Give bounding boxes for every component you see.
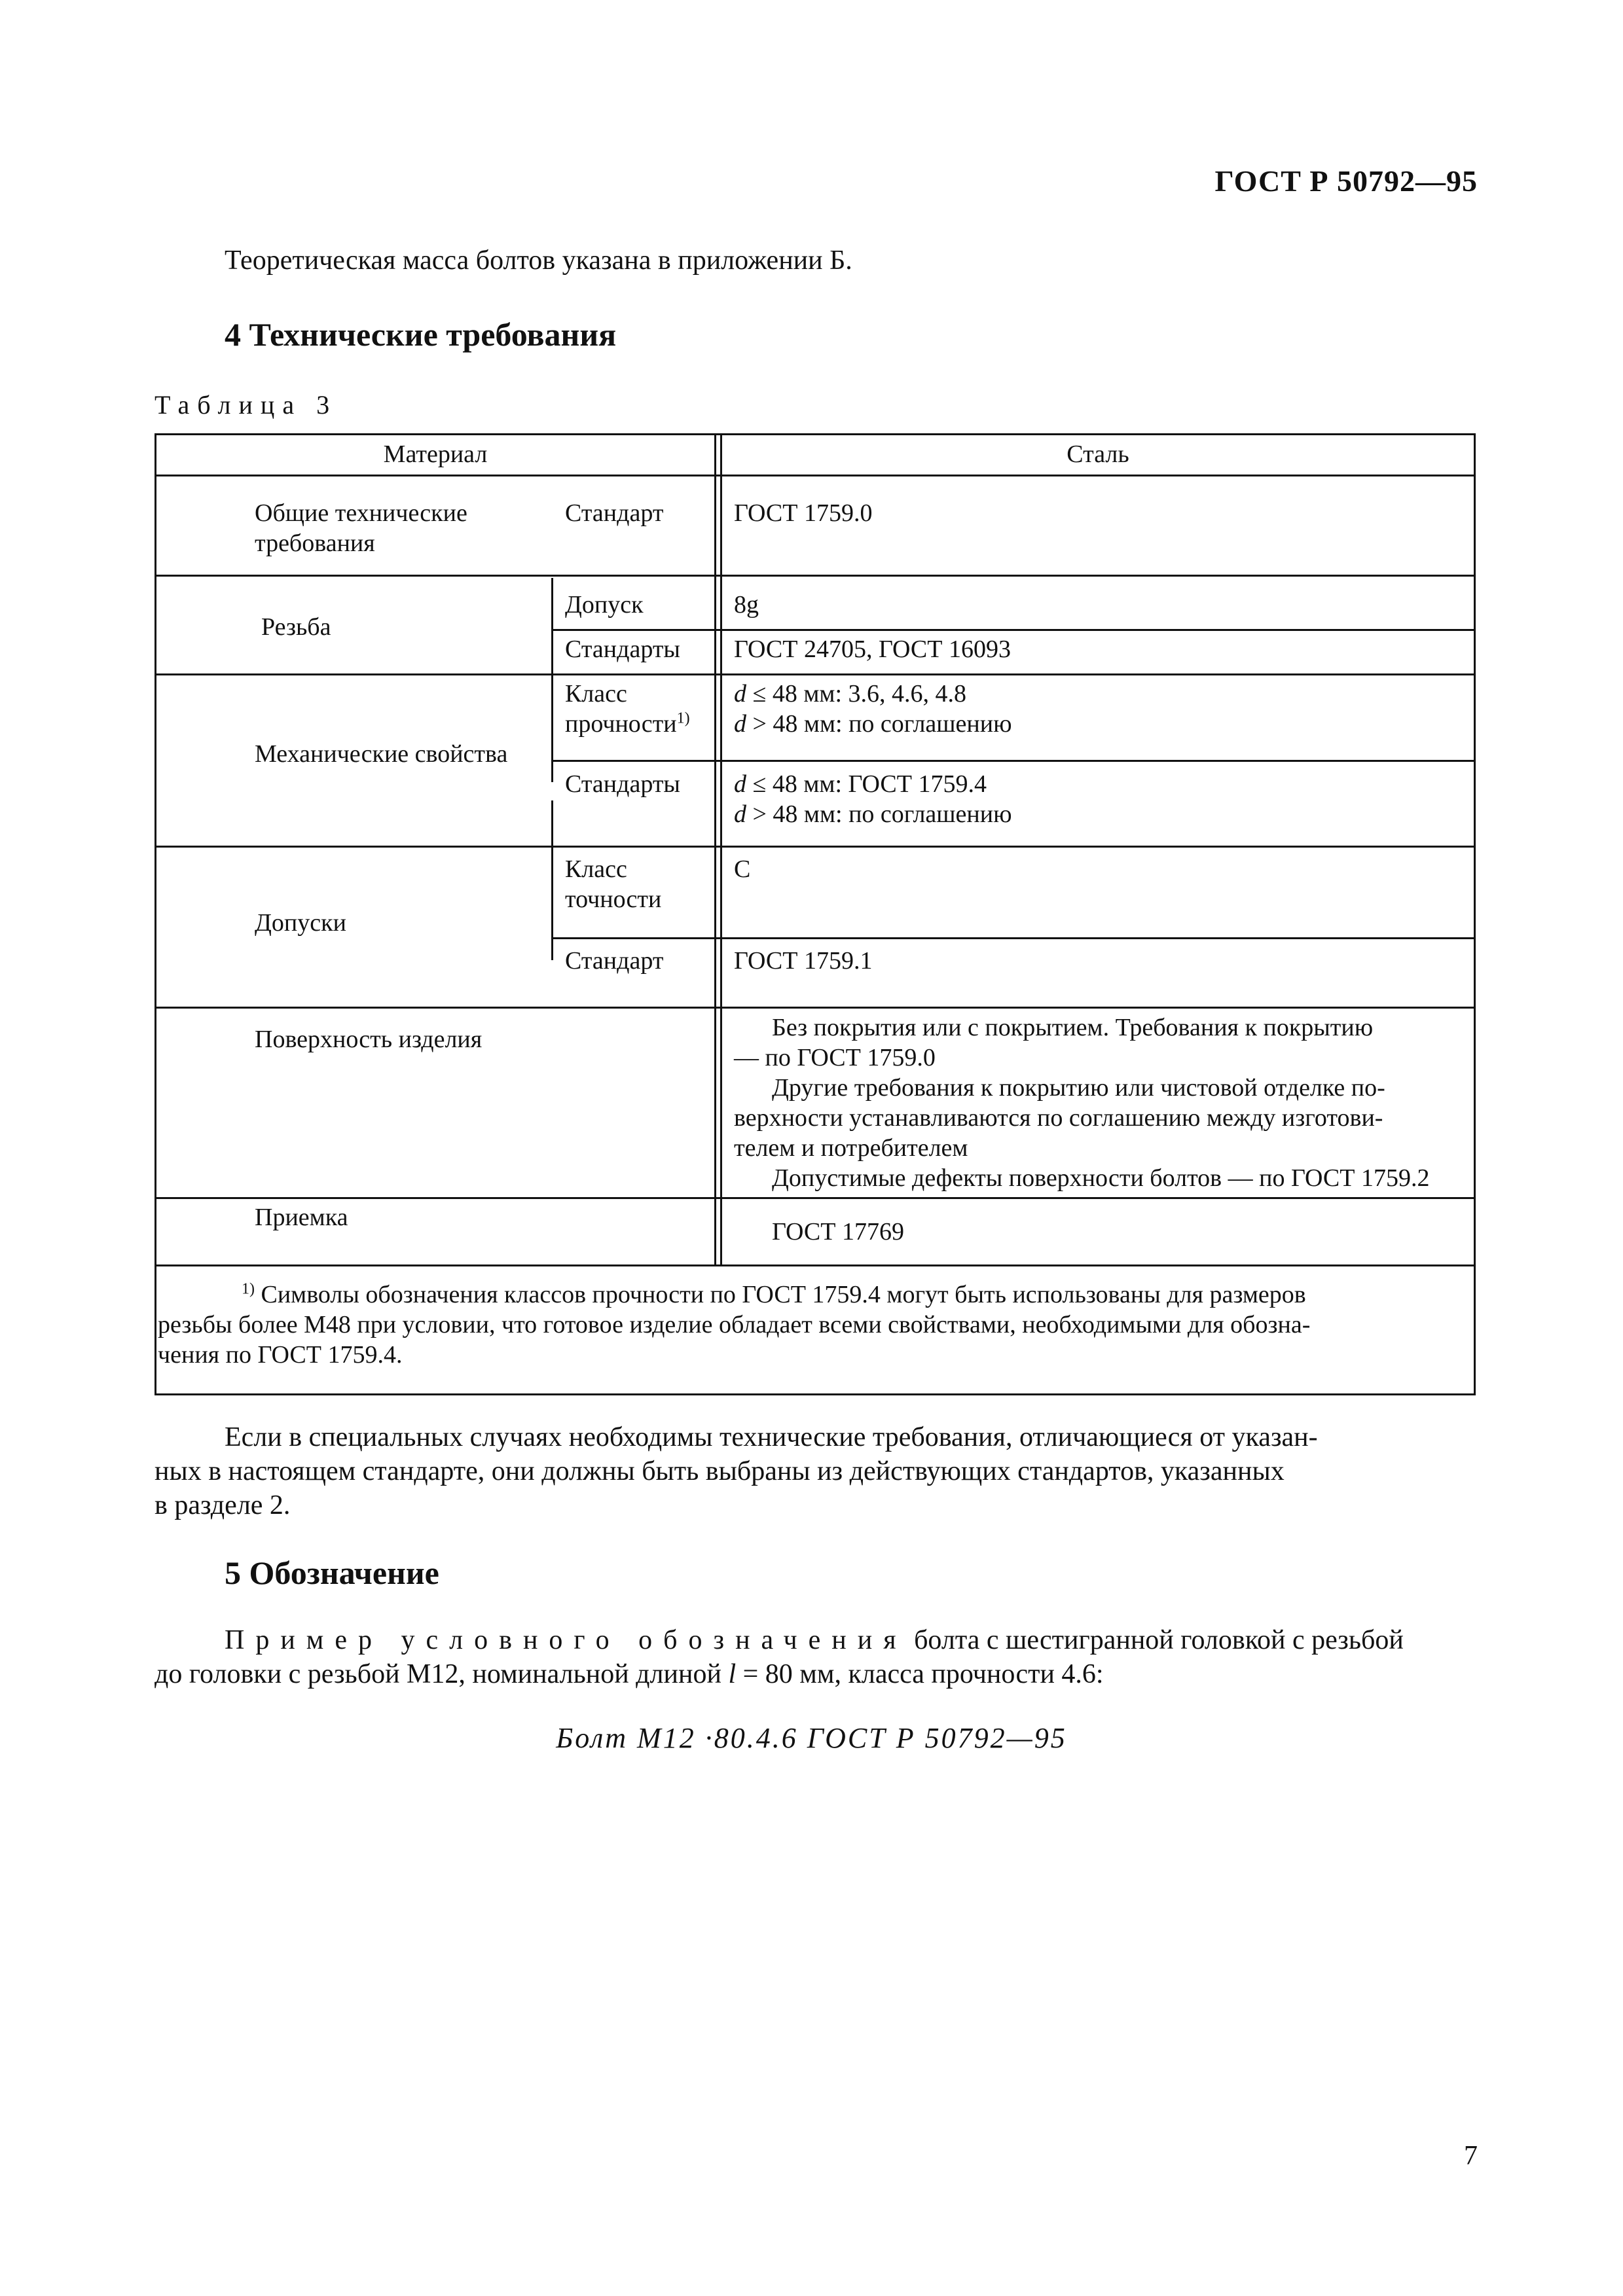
row-tolerances-label: Допуски (255, 909, 346, 937)
row-surface-label: Поверхность изделия (255, 1026, 483, 1053)
row-line (551, 760, 1474, 762)
row-line (156, 475, 1474, 476)
column-divider (720, 435, 722, 1266)
row-surface-value: Без покрытия или с покрытием. Требования к покрытию — по ГОСТ 1759.0 Другие требования к покрытию или чистовой отделке по- верхности устанавливаются по соглашению между изготови- телем и потребителем Допустимые дефекты поверхности болтов — по ГОСТ 1759.2 (734, 1014, 1430, 1192)
page-number: 7 (1464, 2141, 1478, 2171)
row-mech-label: Механические свойства (255, 740, 508, 768)
row-tolerances-value2: ГОСТ 1759.1 (734, 947, 873, 975)
row-mech-sub1: Класс прочности$^{1)}$ (565, 680, 690, 738)
table-footnote: $^{1)}$ Символы обозначения классов прочности по ГОСТ 1759.4 могут быть использованы для размеров резьбы более М48 при условии, что готовое изделие обладает всеми свойствами, необходимыми для обозна- чения по ГОСТ 1759.4. (158, 1280, 1311, 1369)
row-line (156, 846, 1474, 848)
row-thread-value2: ГОСТ 24705, ГОСТ 16093 (734, 636, 1011, 663)
requirements-table (155, 433, 1476, 1395)
row-acceptance-label: Приемка (255, 1204, 348, 1231)
row-line (156, 1007, 1474, 1009)
header-steel: Сталь (1067, 440, 1129, 468)
after-table-paragraph: Если в специальных случаях необходимы технические требования, отличающиеся от указан- ных в настоящем стандарте, они должны быть выбраны из действующих стандартов, указанных в разделе 2. (155, 1422, 1318, 1520)
row-thread-sub2: Стандарты (565, 636, 680, 663)
row-thread-value1: 8g (734, 591, 759, 619)
row-acceptance-value: ГОСТ 17769 (772, 1218, 904, 1246)
row-mech-value1: d ≤ 48 мм: 3.6, 4.6, 4.8 d > 48 мм: по соглашению (734, 680, 1012, 738)
header-material: Материал (383, 440, 488, 468)
row-mech-value2: d ≤ 48 мм: ГОСТ 1759.4 d > 48 мм: по соглашению (734, 770, 1012, 828)
table-caption: Таблица 3 (155, 390, 338, 420)
column-divider (714, 435, 716, 1266)
row-mech-sub2: Стандарты (565, 770, 680, 798)
row-line (551, 629, 1474, 631)
row-thread-label: Резьба (261, 613, 331, 641)
row-general-sub: Стандарт (565, 499, 664, 527)
row-line (156, 1197, 1474, 1199)
row-general-value: ГОСТ 1759.0 (734, 499, 873, 527)
intro-paragraph: Теоретическая масса болтов указана в приложении Б. (225, 245, 852, 276)
designation-example: Болт М12 ·80.4.6 ГОСТ Р 50792—95 (556, 1722, 1067, 1754)
section-4-title: 4 Технические требования (225, 316, 617, 353)
row-general-label: Общие технические требования (255, 499, 467, 557)
standard-header: ГОСТ Р 50792—95 (1214, 164, 1478, 198)
row-tolerances-sub1: Класс точности (565, 855, 662, 913)
row-line (551, 937, 1474, 939)
row-thread-sub1: Допуск (565, 591, 644, 619)
row-line (156, 1265, 1474, 1266)
subcolumn-divider (551, 578, 553, 782)
row-line (156, 673, 1474, 675)
subcolumn-divider (551, 800, 553, 960)
row-line (156, 575, 1474, 577)
row-tolerances-value1: C (734, 855, 751, 883)
designation-paragraph: Пример условного обозначения болта с шестигранной головкой с резьбой до головки с резьбой М12, номинальной длиной l = 80 мм, класса прочности 4.6: (155, 1625, 1404, 1689)
row-tolerances-sub2: Стандарт (565, 947, 664, 975)
section-5-title: 5 Обозначение (225, 1554, 439, 1591)
